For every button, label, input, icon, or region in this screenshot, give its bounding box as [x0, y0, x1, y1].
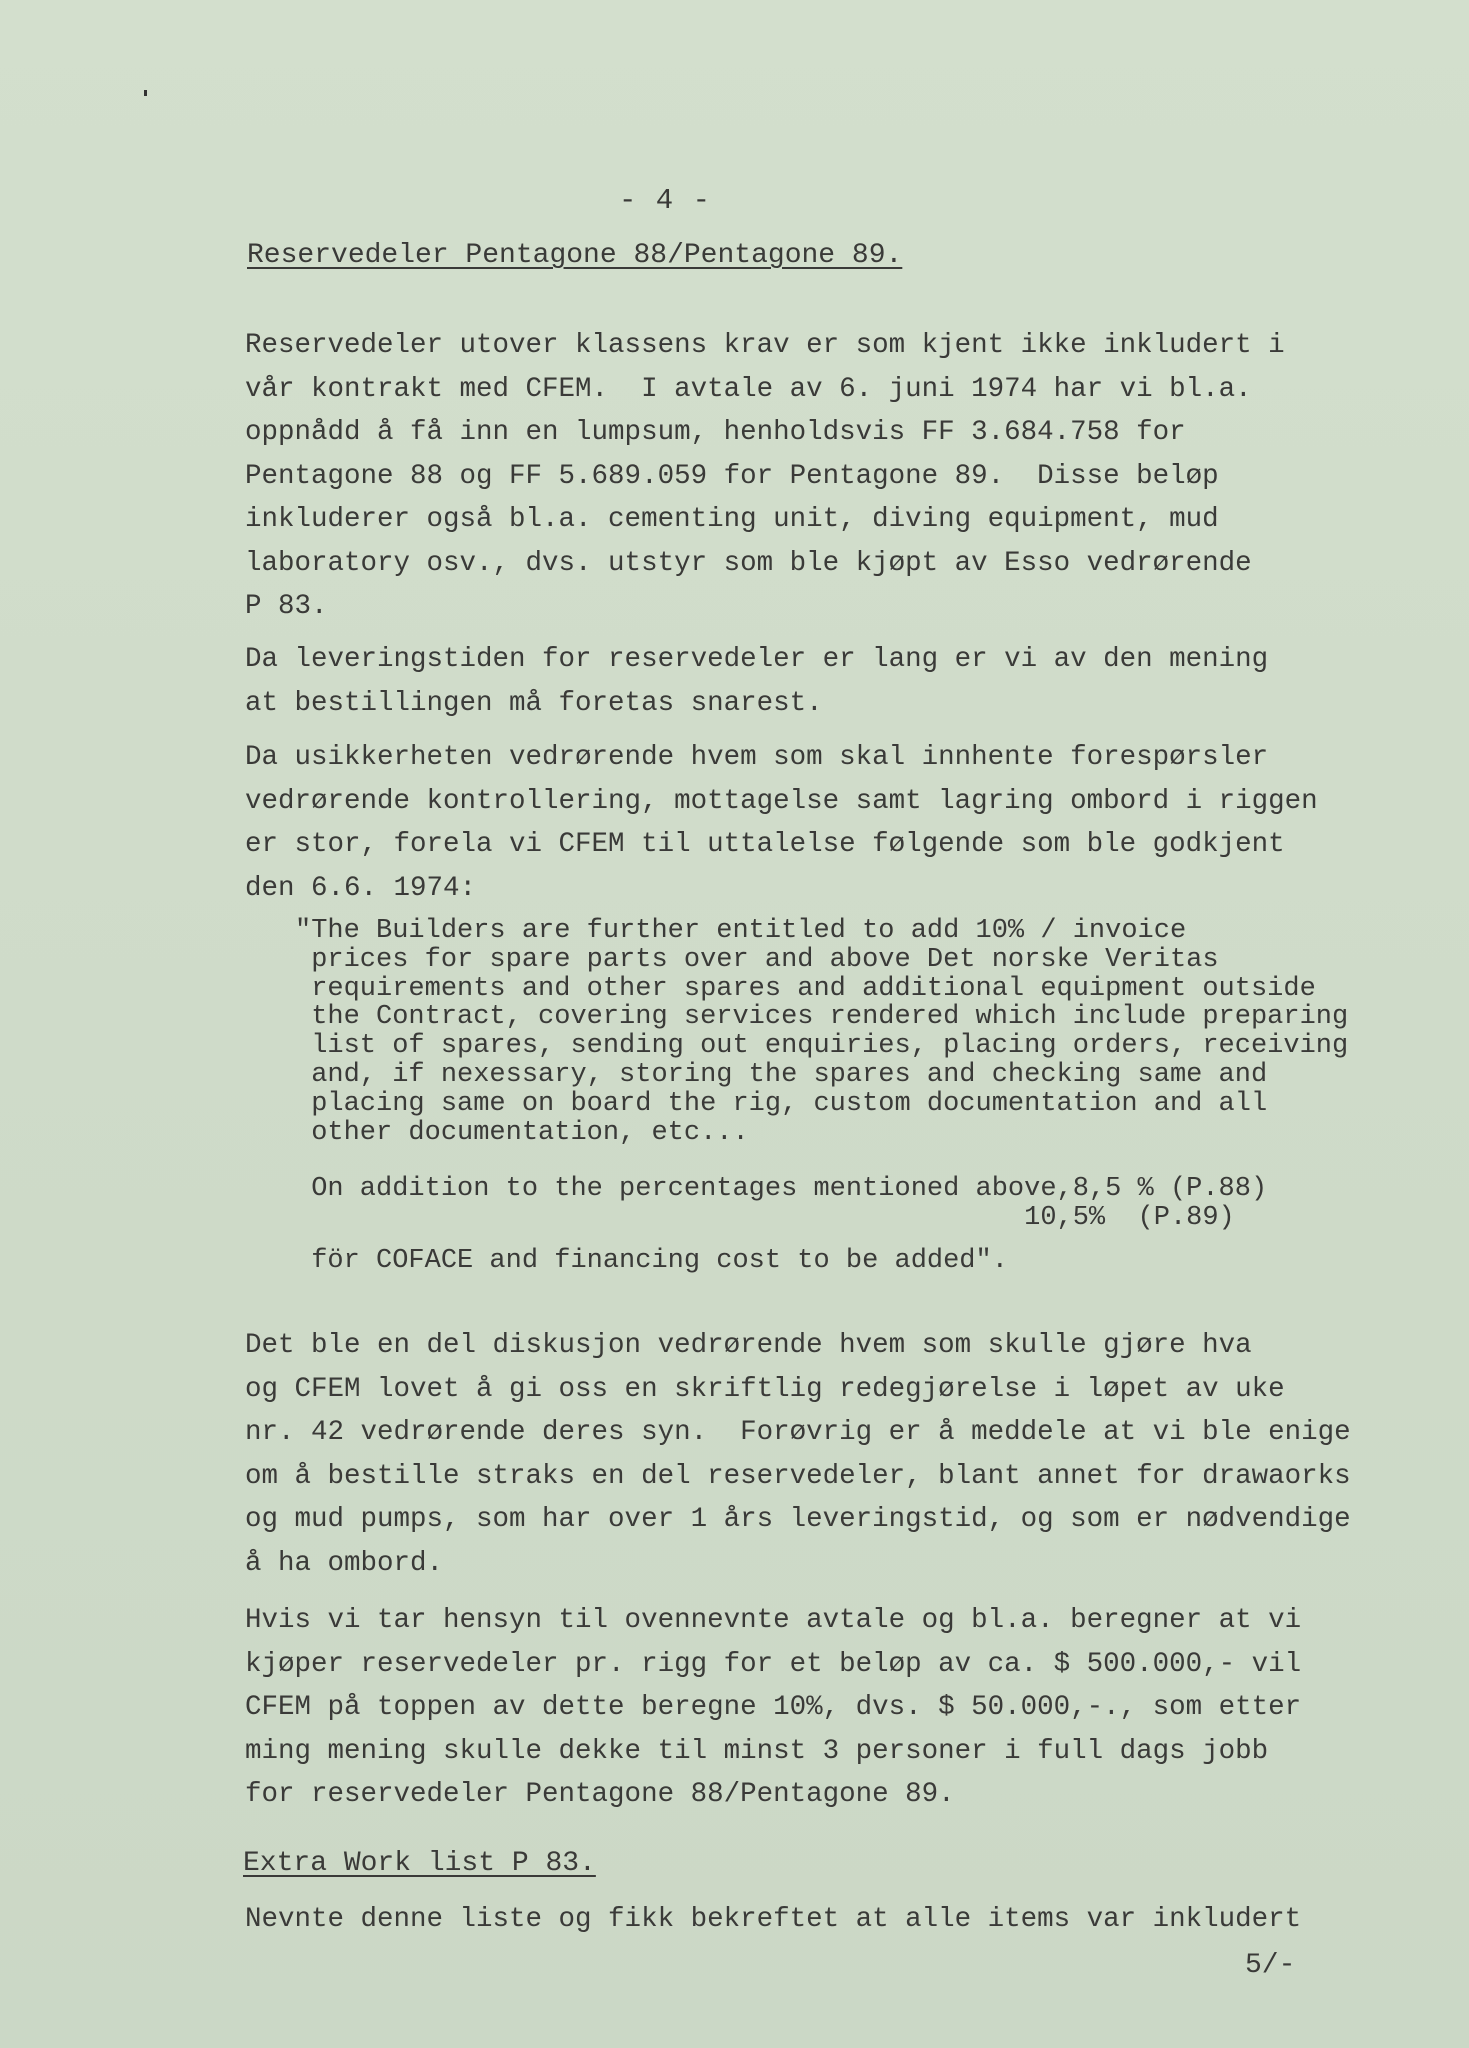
text-line: other documentation, etc...	[295, 1117, 749, 1148]
paragraph-5	[245, 1599, 1301, 1817]
text-line: å ha ombord.	[245, 1547, 444, 1579]
text-line: Da usikkerheten vedrørende hvem som skal innhente forespørsler	[245, 742, 1269, 773]
text-line: nr. 42 vedrørende deres syn. Forøvrig er å meddele at vi ble enige	[245, 1417, 1351, 1448]
text-line: og CFEM lovet å gi oss en skriftlig redegjørelse i løpet av uke	[245, 1373, 1285, 1405]
text-line: requirements and other spares and additional equipment outside	[295, 973, 1316, 1004]
quoted-closing: för COFACE and financing cost to be added".	[295, 1246, 1008, 1276]
ink-mark	[144, 90, 147, 96]
text-line: vedrørende kontrollering, mottagelse samt lagring ombord i riggen	[245, 785, 1318, 817]
section-heading-extra-work: Extra Work list P 83.	[243, 1848, 596, 1879]
text-line: and, if nexessary, storing the spares and checking same and	[295, 1059, 1268, 1090]
paragraph-2	[245, 638, 1268, 725]
text-line: Pentagone 88 og FF 5.689.059 for Pentagone 89. Disse beløp	[245, 460, 1219, 492]
paragraph-4	[245, 1324, 1351, 1585]
continuation-marker: 5/-	[1245, 1950, 1296, 1981]
text-line: for reservedeler Pentagone 88/Pentagone 89.	[245, 1779, 955, 1810]
text-line: og mud pumps, som har over 1 års leveringstid, og som er nødvendige	[245, 1504, 1351, 1535]
text-line: inkluderer også bl.a. cementing unit, diving equipment, mud	[245, 504, 1219, 535]
text-line: CFEM på toppen av dette beregne 10%, dvs. $ 50.000,-., som etter	[245, 1692, 1302, 1723]
text-line: "The Builders are further entitled to add 10% / invoice	[295, 916, 1187, 946]
text-line: laboratory osv., dvs. utstyr som ble kjøpt av Esso vedrørende	[245, 547, 1252, 579]
text-line: the Contract, covering services rendered which include preparing	[295, 1002, 1349, 1033]
text-line: Det ble en del diskusjon vedrørende hvem som skulle gjøre hva	[245, 1330, 1252, 1361]
text-line: Hvis vi tar hensyn til ovennevnte avtale og bl.a. beregner at vi	[245, 1605, 1302, 1636]
paragraph-1	[245, 324, 1285, 629]
quoted-percentages	[295, 1175, 1267, 1233]
text-line: list of spares, sending out enquiries, placing orders, receiving	[295, 1031, 1349, 1062]
text-line: oppnådd å få inn en lumpsum, henholdsvis FF 3.684.758 for	[245, 417, 1186, 448]
section-heading-spare-parts: Reservedeler Pentagone 88/Pentagone 89.	[247, 240, 903, 271]
text-line: om å bestille straks en del reservedeler, blant annet for drawaorks	[245, 1460, 1351, 1492]
text-line: 10,5% (P.89)	[295, 1202, 1235, 1233]
text-line: prices for spare parts over and above Det norske Veritas	[295, 944, 1219, 975]
text-line: vår kontrakt med CFEM. I avtale av 6. juni 1974 har vi bl.a.	[245, 373, 1252, 405]
quoted-clause	[295, 917, 1348, 1147]
text-line: at bestillingen må foretas snarest.	[245, 687, 823, 719]
text-line: kjøper reservedeler pr. rigg for et beløp av ca. $ 500.000,- vil	[245, 1648, 1302, 1680]
text-line: den 6.6. 1974:	[245, 872, 477, 904]
paragraph-extra-work: Nevnte denne liste og fikk bekreftet at alle items var inkludert	[245, 1904, 1302, 1935]
page-number: - 4 -	[618, 184, 711, 217]
text-line: P 83.	[245, 591, 328, 622]
paragraph-3	[245, 736, 1318, 910]
text-line: On addition to the percentages mentioned above,8,5 % (P.88)	[295, 1174, 1268, 1204]
text-line: Reservedeler utover klassens krav er som kjent ikke inkludert i	[245, 330, 1285, 361]
text-line: Da leveringstiden for reservedeler er lang er vi av den mening	[245, 644, 1269, 675]
text-line: placing same on board the rig, custom documentation and all	[295, 1088, 1268, 1119]
text-line: er stor, forela vi CFEM til uttalelse følgende som ble godkjent	[245, 829, 1285, 860]
text-line: ming mening skulle dekke til minst 3 personer i full dags jobb	[245, 1735, 1269, 1767]
